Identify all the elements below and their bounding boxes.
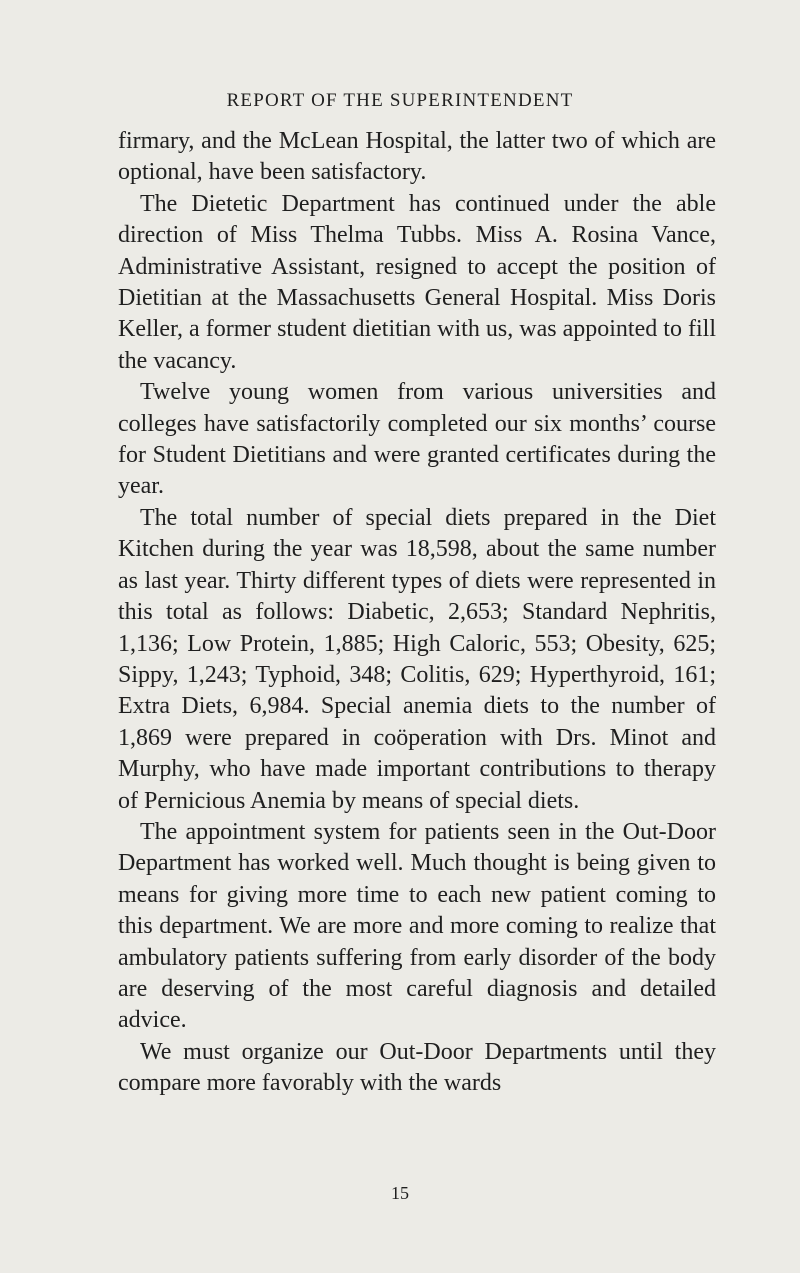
paragraph-continuation: firmary, and the McLean Hospital, the latter two of which are optional, have been satisfactory.: [118, 128, 716, 186]
page-number: 15: [391, 1183, 409, 1203]
paragraph-dietetic-department: The Dietetic Department has continued under the able direction of Miss Thelma Tubbs. Miss A. Rosina Vance, Administrative Assistant, resigned to accept the position of Dietitian at the Massachusetts General Hospital. Miss Doris Keller, a former student dietitian with us, was appointed to fill the vacancy.: [118, 190, 716, 374]
body-text: [118, 126, 716, 1100]
paragraph-student-dietitians: Twelve young women from various universities and colleges have satisfactorily completed our six months’ course for Student Dietitians and were granted certificates during the year.: [118, 379, 716, 500]
running-head: REPORT OF THE SUPERINTENDENT: [226, 90, 574, 111]
paragraph-out-door-departments: We must organize our Out-Door Departments until they compare more favorably with the wards: [118, 1038, 716, 1097]
paragraph-special-diets: The total number of special diets prepared in the Diet Kitchen during the year was 18,598, about the same number as last year. Thirty different types of diets were represented in this total as follows: Diabetic, 2,653; Standard Nephritis, 1,136; Low Protein, 1,885; High Caloric, 553; Obesity, 625; Sippy, 1,243; Typhoid, 348; Colitis, 629; Hyperthyroid, 161; Extra Diets, 6,984. Special anemia diets to the number of 1,869 were prepared in coöperation with Drs. Minot and Murphy, who have made important contributions to therapy of Pernicious Anemia by means of special diets.: [118, 504, 716, 814]
paragraph-appointment-system: The appointment system for patients seen in the Out-Door Department has worked well. Much thought is being given to means for giving more time to each new patient coming to this department. We are more and more coming to realize that ambulatory patients suffering from early disorder of the body are deserving of the most careful diagnosis and detailed advice.: [118, 818, 716, 1034]
